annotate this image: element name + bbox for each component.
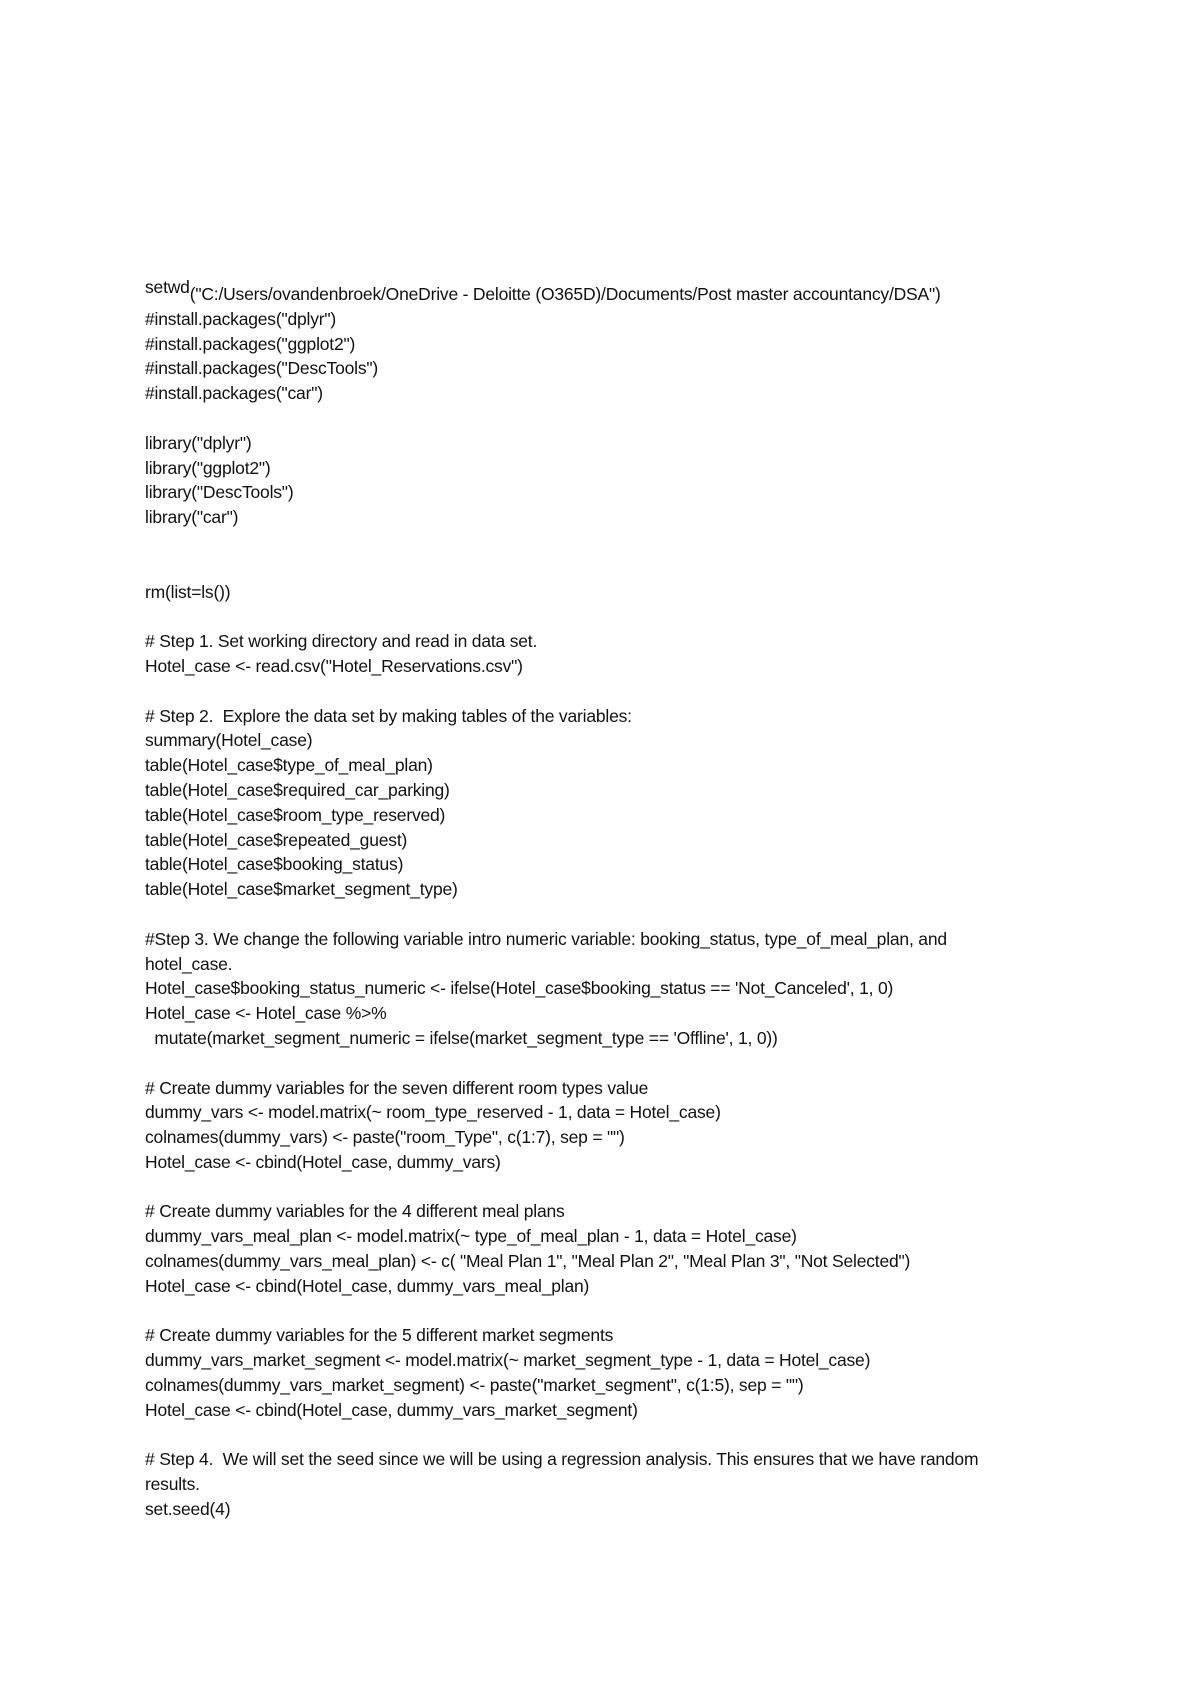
code-line: colnames(dummy_vars) <- paste("room_Type", c(1:7), sep = "") <box>145 1127 625 1148</box>
code-line: table(Hotel_case$type_of_meal_plan) <box>145 755 433 776</box>
code-line: results. <box>145 1474 200 1495</box>
code-line: Hotel_case <- read.csv("Hotel_Reservations.csv") <box>145 655 523 676</box>
code-line: #install.packages("car") <box>145 383 323 404</box>
code-line: mutate(market_segment_numeric = ifelse(market_segment_type == 'Offline', 1, 0)) <box>145 1027 778 1048</box>
code-line-setwd <box>145 277 1045 307</box>
code-line: summary(Hotel_case) <box>145 730 313 751</box>
code-line: # Step 4. We will set the seed since we will be using a regression analysis. This ensures that we have random <box>145 1449 979 1470</box>
blank-line <box>145 679 1045 704</box>
blank-line <box>145 1051 1045 1076</box>
code-line: # Step 2. Explore the data set by making tables of the variables: <box>145 705 632 726</box>
code-line: table(Hotel_case$market_segment_type) <box>145 879 458 900</box>
code-line: #install.packages("dplyr") <box>145 308 337 329</box>
code-line: hotel_case. <box>145 953 233 974</box>
setwd-arguments: ("C:/Users/ovandenbroek/OneDrive - Deloitte (O365D)/Documents/Post master accountancy/DSA") <box>189 284 941 304</box>
code-line: table(Hotel_case$booking_status) <box>145 854 404 875</box>
code-line: table(Hotel_case$room_type_reserved) <box>145 804 446 825</box>
blank-line <box>145 555 1045 580</box>
code-line: Hotel_case <- Hotel_case %>% <box>145 1003 387 1024</box>
blank-line <box>145 1299 1045 1324</box>
code-line: # Create dummy variables for the 5 different market segments <box>145 1325 614 1346</box>
code-line: # Create dummy variables for the 4 different meal plans <box>145 1201 565 1222</box>
code-line: dummy_vars_market_segment <- model.matrix(~ market_segment_type - 1, data = Hotel_case) <box>145 1350 871 1371</box>
code-line: colnames(dummy_vars_meal_plan) <- c( "Meal Plan 1", "Meal Plan 2", "Meal Plan 3", "Not Selected") <box>145 1251 911 1272</box>
code-line: colnames(dummy_vars_market_segment) <- paste("market_segment", c(1:5), sep = "") <box>145 1375 804 1396</box>
code-line: Hotel_case <- cbind(Hotel_case, dummy_vars) <box>145 1151 501 1172</box>
blank-line <box>145 902 1045 927</box>
code-line: Hotel_case <- cbind(Hotel_case, dummy_vars_market_segment) <box>145 1399 638 1420</box>
code-line: library("car") <box>145 507 239 528</box>
code-lines <box>145 307 1045 1522</box>
code-line: Hotel_case$booking_status_numeric <- ifelse(Hotel_case$booking_status == 'Not_Canceled', 1, 0) <box>145 978 894 999</box>
blank-line <box>145 530 1045 555</box>
blank-line <box>145 406 1045 431</box>
code-line: library("DescTools") <box>145 482 294 503</box>
code-line: rm(list=ls()) <box>145 581 231 602</box>
code-line: library("ggplot2") <box>145 457 271 478</box>
code-line: # Create dummy variables for the seven different room types value <box>145 1077 649 1098</box>
code-line: table(Hotel_case$required_car_parking) <box>145 779 450 800</box>
blank-line <box>145 1423 1045 1448</box>
code-line: library("dplyr") <box>145 432 252 453</box>
code-listing <box>145 277 1045 1522</box>
code-line: #Step 3. We change the following variable intro numeric variable: booking_status, type_of_meal_plan, and <box>145 928 947 949</box>
code-line: #install.packages("ggplot2") <box>145 333 356 354</box>
code-line: dummy_vars <- model.matrix(~ room_type_reserved - 1, data = Hotel_case) <box>145 1102 721 1123</box>
blank-line <box>145 1175 1045 1200</box>
setwd-function-name: setwd <box>145 277 190 297</box>
code-line: table(Hotel_case$repeated_guest) <box>145 829 408 850</box>
code-line: dummy_vars_meal_plan <- model.matrix(~ type_of_meal_plan - 1, data = Hotel_case) <box>145 1226 797 1247</box>
code-line: Hotel_case <- cbind(Hotel_case, dummy_vars_meal_plan) <box>145 1275 590 1296</box>
blank-line <box>145 604 1045 629</box>
code-line: #install.packages("DescTools") <box>145 358 379 379</box>
code-line: # Step 1. Set working directory and read in data set. <box>145 631 538 652</box>
code-line: set.seed(4) <box>145 1499 231 1520</box>
